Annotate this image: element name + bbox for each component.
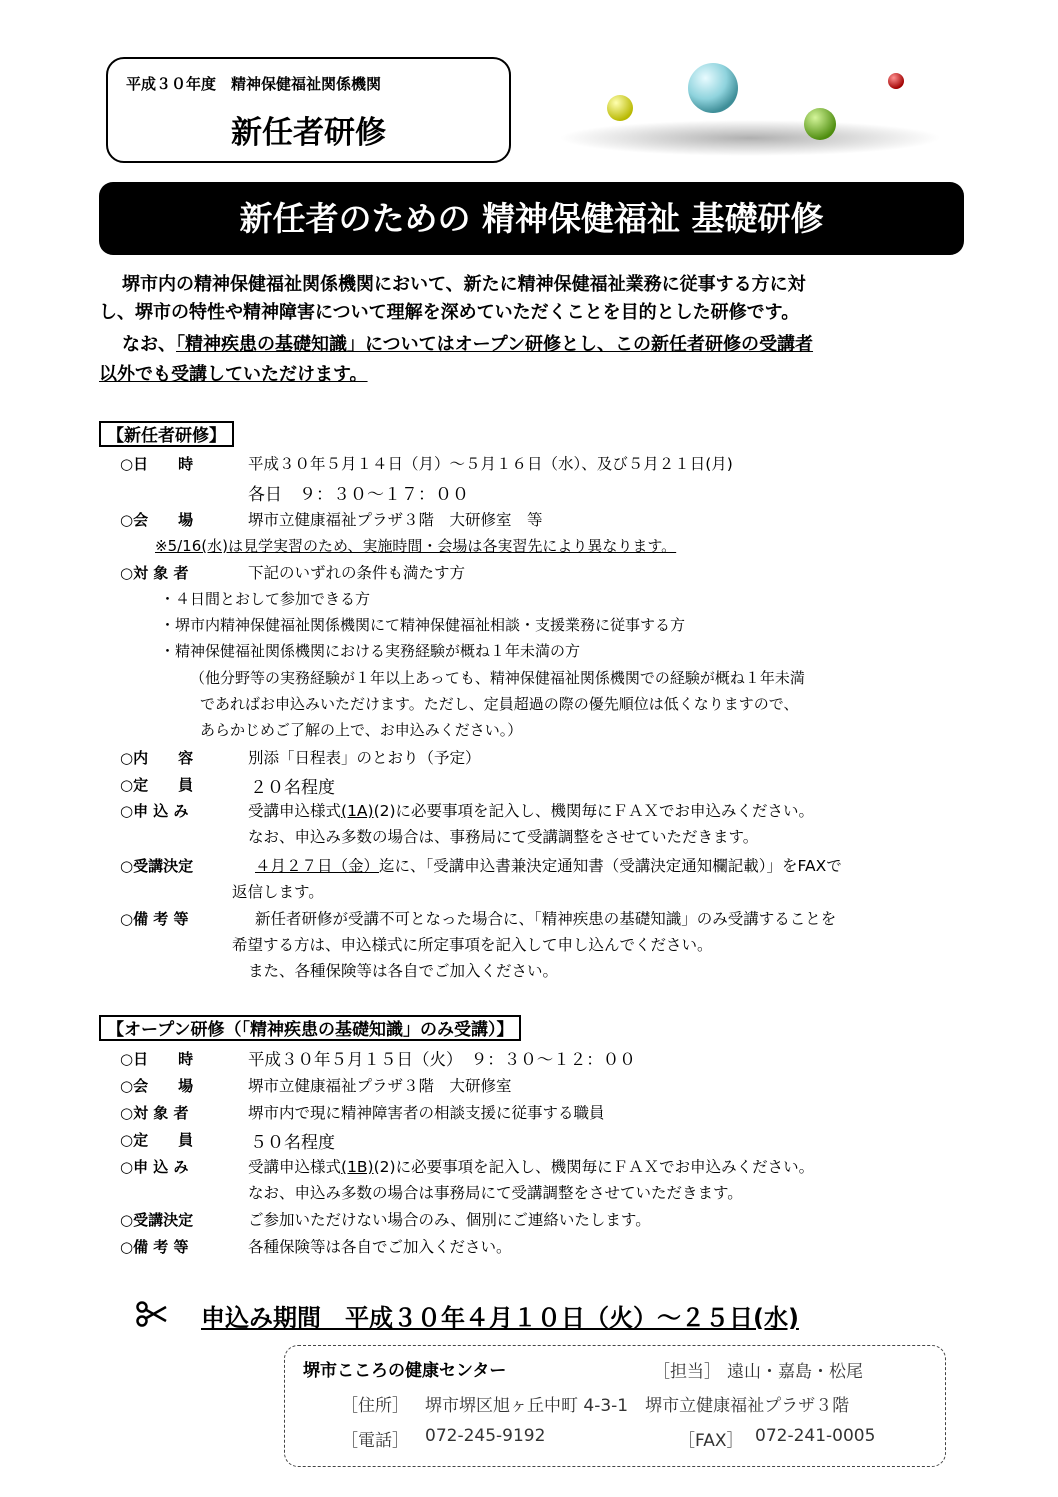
s1-venue-note: ※5/16(水)は見学実習のため、実施時間・会場は各実習先により異なります。	[155, 537, 677, 555]
s1-remarks-value-2: 希望する方は、申込様式に所定事項を記入して申し込んでください。	[232, 936, 713, 954]
intro-line-2: し、堺市の特性や精神障害について理解を深めていただくことを目的とした研修です。	[99, 302, 800, 323]
s2-apply-value-2: なお、申込み多数の場合は事務局にて受講調整をさせていただきます。	[248, 1184, 743, 1202]
s2-target-label: ○対 象 者	[120, 1104, 189, 1122]
green-ball-icon	[804, 108, 836, 140]
main-banner: 新任者のための 精神保健福祉 基礎研修	[99, 182, 964, 255]
s1-capacity-label: ○定 員	[120, 776, 194, 794]
s2-remarks-label: ○備 考 等	[120, 1238, 189, 1256]
title-box	[106, 57, 511, 163]
red-ball-icon	[888, 73, 904, 89]
yellow-ball-icon	[607, 95, 633, 121]
s2-date-label: ○日 時	[120, 1050, 194, 1068]
decorative-balls-graphic	[555, 58, 950, 158]
s1-remarks-value-1: 新任者研修が受講不可となった場合に、「精神疾患の基礎知識」のみ受講することを	[255, 910, 837, 928]
blue-ball-icon	[688, 63, 738, 113]
s2-decision-value: ご参加いただけない場合のみ、個別にご連絡いたします。	[248, 1211, 651, 1229]
s1-time-value: 各日 ９：３０～１７：００	[248, 485, 469, 505]
s1-apply-value-1: 受講申込様式(1A)(2)に必要事項を記入し、機関毎にＦＡＸでお申込みください。	[248, 802, 815, 820]
intro-line-1: 堺市内の精神保健福祉関係機関において、新たに精神保健福祉業務に従事する方に対	[122, 274, 806, 295]
s1-remarks-value-3: また、各種保険等は各自でご加入ください。	[248, 962, 559, 980]
s2-apply-value-1: 受講申込様式(1B)(2)に必要事項を記入し、機関毎にＦＡＸでお申込みください。	[248, 1158, 815, 1176]
contact-staff-label: ［担当］	[653, 1362, 721, 1382]
s1-apply-value-2: なお、申込み多数の場合は、事務局にて受講調整をさせていただきます。	[248, 828, 759, 846]
s1-date-value: 平成３０年５月１４日（月）～５月１６日（水）、及び５月２１日(月)	[248, 455, 733, 473]
s2-capacity-label: ○定 員	[120, 1131, 194, 1149]
contact-org: 堺市こころの健康センター	[303, 1361, 507, 1381]
s1-bullet-3: ・精神保健福祉関係機関における実務経験が概ね１年未満の方	[160, 642, 581, 660]
s1-apply-label: ○申 込 み	[120, 802, 189, 820]
contact-staff: 遠山・嘉島・松尾	[727, 1362, 863, 1382]
s2-venue-value: 堺市立健康福祉プラザ３階 大研修室	[248, 1077, 512, 1095]
s1-target-label: ○対 象 者	[120, 564, 189, 582]
s2-remarks-value: 各種保険等は各自でご加入ください。	[248, 1238, 512, 1256]
s1-content-value: 別添「日程表」のとおり（予定）	[248, 749, 481, 767]
title-heading: 新任者研修	[231, 115, 386, 151]
contact-fax: 072-241-0005	[755, 1426, 876, 1446]
intro-line-4: 以外でも受講していただけます。	[99, 364, 368, 385]
s2-target-value: 堺市内で現に精神障害者の相談支援に従事する職員	[248, 1104, 605, 1122]
s2-decision-label: ○受講決定	[120, 1211, 194, 1229]
s1-paren-note-1: （他分野等の実務経験が１年以上あっても、精神保健福祉関係機関での経験が概ね１年未満	[190, 669, 805, 687]
s2-date-value: 平成３０年５月１５日（火） ９：３０～１２：００	[248, 1050, 636, 1069]
s1-paren-note-3: あらかじめご了解の上で、お申込みください。）	[200, 721, 523, 739]
contact-tel-label: ［電話］	[341, 1431, 409, 1451]
contact-address-label: ［住所］	[341, 1396, 409, 1416]
s1-target-value: 下記のいずれの条件も満たす方	[248, 564, 466, 582]
scissors-icon	[136, 1301, 168, 1327]
s1-decision-value-1: ４月２７日（金）迄に、「受講申込書兼決定通知書（受講決定通知欄記載）」をFAXで	[255, 857, 842, 875]
section-heading-new-staff: 【新任者研修】	[99, 421, 234, 447]
s1-remarks-label: ○備 考 等	[120, 910, 189, 928]
s1-capacity-value: ２０名程度	[250, 778, 335, 798]
intro-line-3: なお、「精神疾患の基礎知識」についてはオープン研修とし、この新任者研修の受講者	[122, 334, 814, 355]
s1-venue-value: 堺市立健康福祉プラザ３階 大研修室 等	[248, 511, 543, 529]
s1-venue-label: ○会 場	[120, 511, 194, 529]
s1-content-label: ○内 容	[120, 749, 194, 767]
s1-decision-label: ○受講決定	[120, 857, 194, 875]
contact-address: 堺市堺区旭ヶ丘中町 4-3-1 堺市立健康福祉プラザ３階	[425, 1396, 850, 1416]
contact-tel: 072-245-9192	[425, 1426, 546, 1446]
s1-date-label: ○日 時	[120, 455, 194, 473]
section-heading-open: 【オープン研修（「精神疾患の基礎知識」のみ受講）】	[99, 1015, 521, 1041]
s2-venue-label: ○会 場	[120, 1077, 194, 1095]
s2-capacity-value: ５０名程度	[250, 1133, 335, 1153]
contact-box	[284, 1345, 946, 1467]
contact-fax-label: ［FAX］	[678, 1431, 744, 1451]
application-period: 申込み期間 平成３０年４月１０日（火）～２５日(水)	[201, 1304, 799, 1332]
s2-apply-label: ○申 込 み	[120, 1158, 189, 1176]
s1-bullet-1: ・４日間とおして参加できる方	[160, 590, 371, 608]
s1-bullet-2: ・堺市内精神保健福祉関係機関にて精神保健福祉相談・支援業務に従事する方	[160, 616, 686, 634]
s1-decision-value-2: 返信します。	[232, 883, 324, 901]
title-subheading: 平成３０年度 精神保健福祉関係機関	[126, 75, 382, 93]
s1-paren-note-2: であればお申込みいただけます。ただし、定員超過の際の優先順位は低くなりますので、	[200, 695, 799, 713]
